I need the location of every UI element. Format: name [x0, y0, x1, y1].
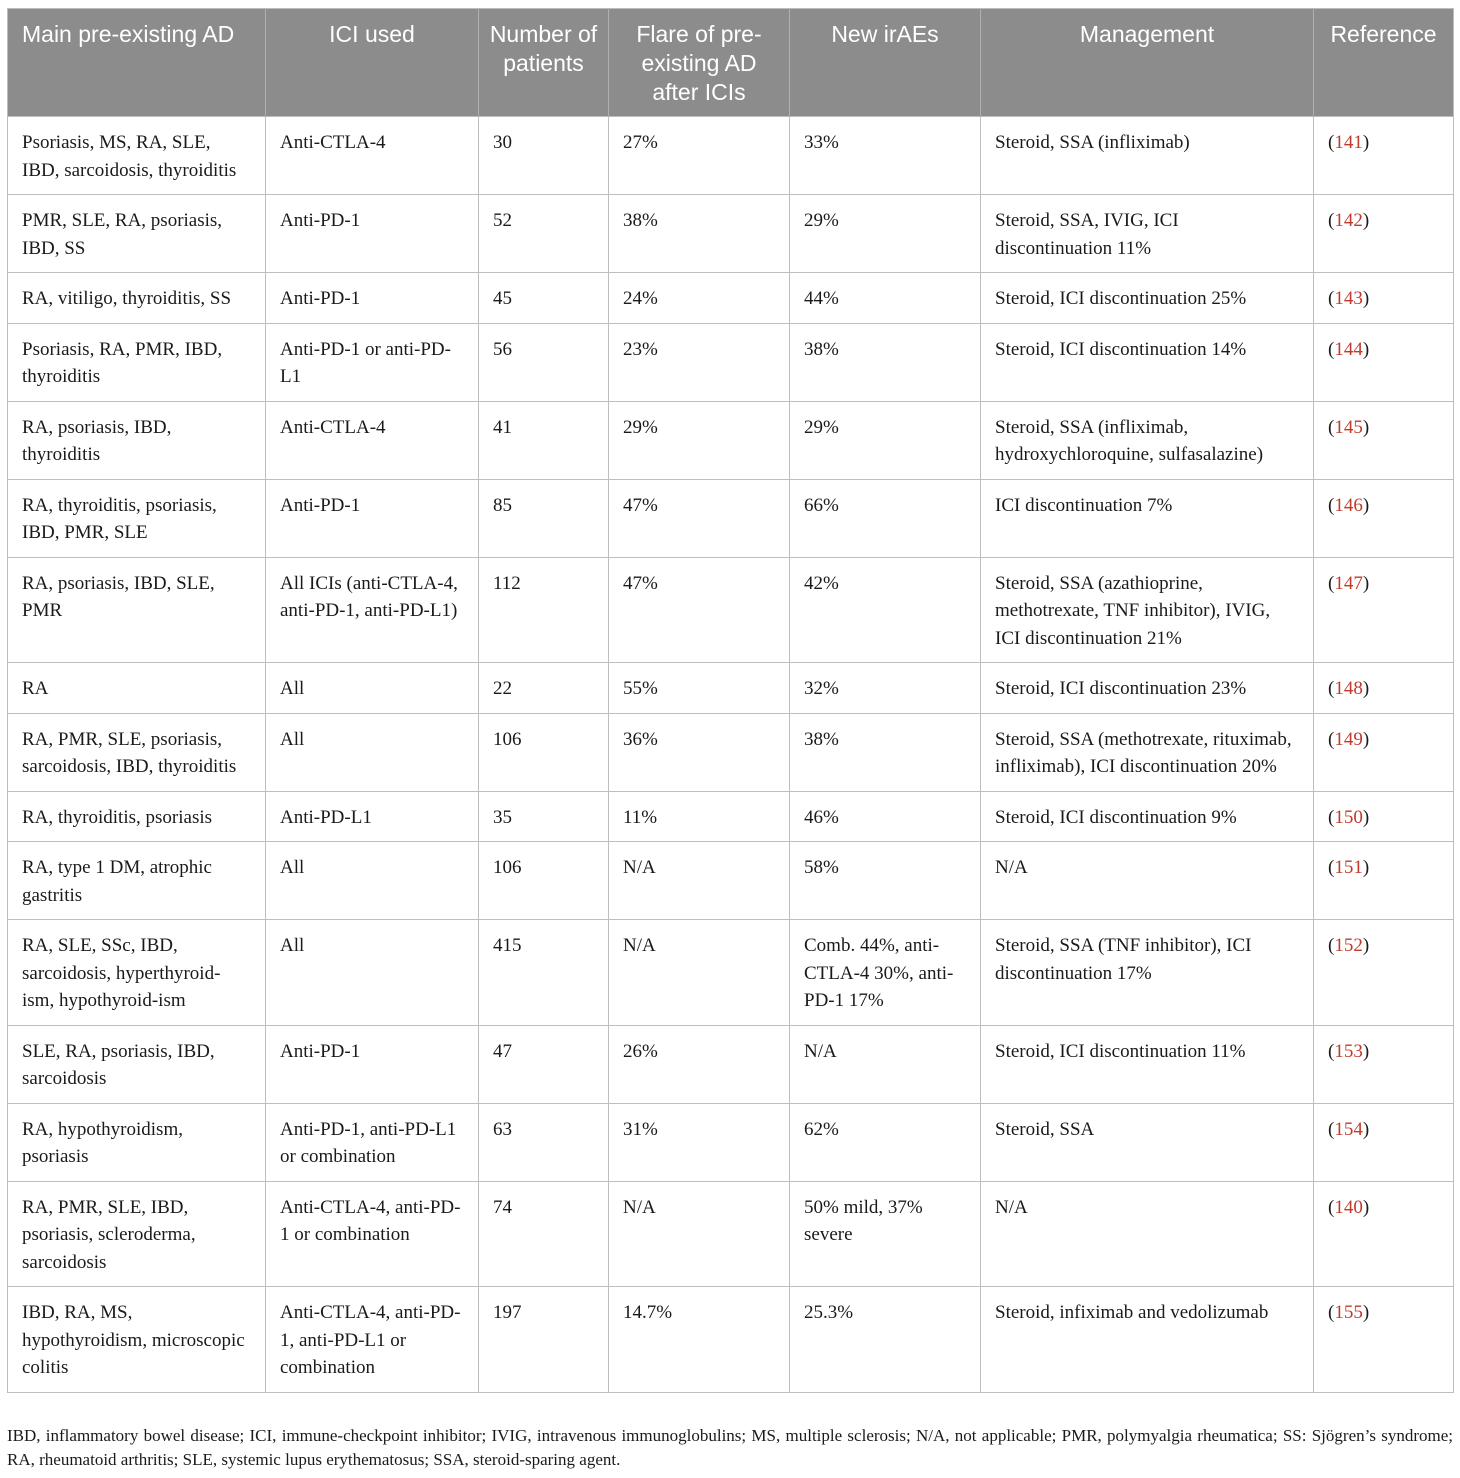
cell-new-iraes: 32%	[790, 663, 981, 714]
cell-ici-used: Anti-CTLA-4	[266, 117, 479, 195]
cell-flare: 27%	[609, 117, 790, 195]
cell-number-of-patients: 112	[479, 557, 609, 663]
cell-reference: (152)	[1314, 920, 1454, 1026]
table-row	[8, 323, 1454, 401]
cell-reference: (148)	[1314, 663, 1454, 714]
cell-reference: (141)	[1314, 117, 1454, 195]
reference-link[interactable]: 140	[1334, 1196, 1363, 1218]
reference-link[interactable]: 146	[1334, 494, 1363, 516]
cell-main-ad: RA, PMR, SLE, IBD, psoriasis, scleroderma, sarcoidosis	[8, 1181, 266, 1287]
cell-flare: 38%	[609, 195, 790, 273]
header-ici-used: ICI used	[266, 9, 479, 117]
cell-ici-used: All	[266, 713, 479, 791]
cell-main-ad: IBD, RA, MS, hypothyroidism, microscopic colitis	[8, 1287, 266, 1393]
data-table	[7, 8, 1454, 1393]
cell-flare: 47%	[609, 479, 790, 557]
header-flare: Flare of pre-existing AD after ICIs	[609, 9, 790, 117]
cell-ici-used: All	[266, 842, 479, 920]
cell-management: Steroid, SSA (azathioprine, methotrexate, TNF inhibitor), IVIG, ICI discontinuation 21%	[981, 557, 1314, 663]
reference-link[interactable]: 142	[1334, 210, 1363, 231]
cell-reference: (140)	[1314, 1181, 1454, 1287]
cell-reference: (145)	[1314, 401, 1454, 479]
cell-management: Steroid, SSA (infliximab, hydroxychloroquine, sulfasalazine)	[981, 401, 1314, 479]
cell-number-of-patients: 30	[479, 117, 609, 195]
cell-new-iraes: 38%	[790, 323, 981, 401]
reference-link[interactable]: 145	[1334, 416, 1363, 438]
cell-management: Steroid, SSA (methotrexate, rituximab, infliximab), ICI discontinuation 20%	[981, 713, 1314, 791]
cell-ici-used: Anti-PD-1	[266, 1025, 479, 1103]
reference-link[interactable]: 143	[1334, 288, 1363, 309]
cell-ici-used: All ICIs (anti-CTLA-4, anti-PD-1, anti-PD-L1)	[266, 557, 479, 663]
cell-new-iraes: 38%	[790, 713, 981, 791]
cell-management: Steroid, SSA (infliximab)	[981, 117, 1314, 195]
cell-management: N/A	[981, 842, 1314, 920]
cell-reference: (147)	[1314, 557, 1454, 663]
cell-flare: 14.7%	[609, 1287, 790, 1393]
table-row	[8, 842, 1454, 920]
cell-reference: (146)	[1314, 479, 1454, 557]
cell-ici-used: Anti-PD-1	[266, 273, 479, 324]
cell-main-ad: RA	[8, 663, 266, 714]
header-main-ad: Main pre-existing AD	[8, 9, 266, 117]
table-row	[8, 1025, 1454, 1103]
cell-new-iraes: 58%	[790, 842, 981, 920]
table-row	[8, 557, 1454, 663]
cell-management: ICI discontinuation 7%	[981, 479, 1314, 557]
cell-main-ad: RA, type 1 DM, atrophic gastritis	[8, 842, 266, 920]
cell-new-iraes: 62%	[790, 1103, 981, 1181]
reference-link[interactable]: 141	[1334, 132, 1363, 153]
cell-flare: N/A	[609, 1181, 790, 1287]
cell-flare: 26%	[609, 1025, 790, 1103]
cell-management: Steroid, ICI discontinuation 11%	[981, 1025, 1314, 1103]
table-row	[8, 920, 1454, 1026]
cell-ici-used: Anti-PD-1 or anti-PD-L1	[266, 323, 479, 401]
table-footnote: IBD, inflammatory bowel disease; ICI, immune-checkpoint inhibitor; IVIG, intravenous immunoglobulins; MS, multiple sclerosis; N/A, not applicable; PMR, polymyalgia rheumatica; SS: Sjögren’s syndrome; RA, rheumatoid arthritis; SLE, systemic lupus erythematosus; SSA, steroid-sparing agent.	[7, 1426, 1453, 1469]
table-row	[8, 1181, 1454, 1287]
cell-flare: 55%	[609, 663, 790, 714]
reference-link[interactable]: 149	[1334, 728, 1363, 750]
cell-reference: (151)	[1314, 842, 1454, 920]
reference-link[interactable]: 147	[1334, 572, 1363, 594]
cell-flare: 29%	[609, 401, 790, 479]
cell-reference: (153)	[1314, 1025, 1454, 1103]
table-body	[8, 117, 1454, 1393]
cell-ici-used: Anti-PD-1	[266, 195, 479, 273]
cell-number-of-patients: 56	[479, 323, 609, 401]
cell-main-ad: RA, vitiligo, thyroiditis, SS	[8, 273, 266, 324]
cell-management: Steroid, SSA, IVIG, ICI discontinuation 11%	[981, 195, 1314, 273]
reference-link[interactable]: 144	[1334, 338, 1363, 360]
cell-number-of-patients: 45	[479, 273, 609, 324]
cell-reference: (155)	[1314, 1287, 1454, 1393]
cell-number-of-patients: 35	[479, 791, 609, 842]
reference-link[interactable]: 153	[1334, 1040, 1363, 1062]
cell-number-of-patients: 197	[479, 1287, 609, 1393]
table-row	[8, 713, 1454, 791]
cell-new-iraes: N/A	[790, 1025, 981, 1103]
table-row	[8, 401, 1454, 479]
cell-number-of-patients: 22	[479, 663, 609, 714]
cell-ici-used: Anti-CTLA-4	[266, 401, 479, 479]
reference-link[interactable]: 155	[1334, 1302, 1363, 1323]
cell-reference: (142)	[1314, 195, 1454, 273]
cell-number-of-patients: 415	[479, 920, 609, 1026]
cell-new-iraes: 33%	[790, 117, 981, 195]
cell-number-of-patients: 52	[479, 195, 609, 273]
cell-reference: (154)	[1314, 1103, 1454, 1181]
cell-new-iraes: 29%	[790, 401, 981, 479]
cell-main-ad: PMR, SLE, RA, psoriasis, IBD, SS	[8, 195, 266, 273]
cell-flare: N/A	[609, 920, 790, 1026]
cell-number-of-patients: 106	[479, 842, 609, 920]
cell-ici-used: Anti-PD-1	[266, 479, 479, 557]
cell-management: Steroid, ICI discontinuation 9%	[981, 791, 1314, 842]
cell-management: Steroid, SSA	[981, 1103, 1314, 1181]
table-container	[7, 8, 1453, 1393]
reference-link[interactable]: 150	[1334, 806, 1363, 828]
cell-new-iraes: 29%	[790, 195, 981, 273]
cell-flare: 36%	[609, 713, 790, 791]
cell-management: Steroid, ICI discontinuation 25%	[981, 273, 1314, 324]
cell-flare: 47%	[609, 557, 790, 663]
table-row	[8, 117, 1454, 195]
reference-link[interactable]: 154	[1334, 1118, 1363, 1140]
cell-management: Steroid, ICI discontinuation 14%	[981, 323, 1314, 401]
table-row	[8, 791, 1454, 842]
header-number-of-patients: Number of patients	[479, 9, 609, 117]
header-new-iraes: New irAEs	[790, 9, 981, 117]
table-row	[8, 479, 1454, 557]
cell-main-ad: SLE, RA, psoriasis, IBD, sarcoidosis	[8, 1025, 266, 1103]
table-row	[8, 663, 1454, 714]
cell-main-ad: RA, thyroiditis, psoriasis, IBD, PMR, SLE	[8, 479, 266, 557]
cell-number-of-patients: 63	[479, 1103, 609, 1181]
cell-management: Steroid, infiximab and vedolizumab	[981, 1287, 1314, 1393]
cell-management: Steroid, ICI discontinuation 23%	[981, 663, 1314, 714]
cell-main-ad: RA, PMR, SLE, psoriasis, sarcoidosis, IBD, thyroiditis	[8, 713, 266, 791]
cell-main-ad: Psoriasis, MS, RA, SLE, IBD, sarcoidosis, thyroiditis	[8, 117, 266, 195]
cell-main-ad: RA, hypothyroidism, psoriasis	[8, 1103, 266, 1181]
cell-main-ad: RA, SLE, SSc, IBD, sarcoidosis, hyperthyroid-ism, hypothyroid-ism	[8, 920, 266, 1026]
cell-ici-used: Anti-CTLA-4, anti-PD-1 or combination	[266, 1181, 479, 1287]
cell-reference: (143)	[1314, 273, 1454, 324]
cell-number-of-patients: 85	[479, 479, 609, 557]
cell-new-iraes: 50% mild, 37% severe	[790, 1181, 981, 1287]
cell-new-iraes: Comb. 44%, anti-CTLA-4 30%, anti-PD-1 17%	[790, 920, 981, 1026]
table-header-row	[8, 9, 1454, 117]
header-management: Management	[981, 9, 1314, 117]
table-row	[8, 1287, 1454, 1393]
cell-flare: 11%	[609, 791, 790, 842]
reference-link[interactable]: 148	[1334, 678, 1363, 699]
cell-ici-used: All	[266, 663, 479, 714]
cell-ici-used: All	[266, 920, 479, 1026]
table-row	[8, 273, 1454, 324]
cell-main-ad: RA, thyroiditis, psoriasis	[8, 791, 266, 842]
cell-reference: (149)	[1314, 713, 1454, 791]
cell-ici-used: Anti-CTLA-4, anti-PD-1, anti-PD-L1 or combination	[266, 1287, 479, 1393]
cell-number-of-patients: 47	[479, 1025, 609, 1103]
cell-new-iraes: 66%	[790, 479, 981, 557]
cell-flare: N/A	[609, 842, 790, 920]
cell-new-iraes: 44%	[790, 273, 981, 324]
cell-main-ad: RA, psoriasis, IBD, thyroiditis	[8, 401, 266, 479]
cell-main-ad: RA, psoriasis, IBD, SLE, PMR	[8, 557, 266, 663]
cell-number-of-patients: 74	[479, 1181, 609, 1287]
cell-flare: 23%	[609, 323, 790, 401]
cell-flare: 31%	[609, 1103, 790, 1181]
table-row	[8, 1103, 1454, 1181]
cell-new-iraes: 46%	[790, 791, 981, 842]
reference-link[interactable]: 151	[1334, 857, 1363, 878]
cell-ici-used: Anti-PD-L1	[266, 791, 479, 842]
cell-management: N/A	[981, 1181, 1314, 1287]
cell-flare: 24%	[609, 273, 790, 324]
cell-main-ad: Psoriasis, RA, PMR, IBD, thyroiditis	[8, 323, 266, 401]
cell-reference: (144)	[1314, 323, 1454, 401]
table-row	[8, 195, 1454, 273]
cell-number-of-patients: 106	[479, 713, 609, 791]
cell-number-of-patients: 41	[479, 401, 609, 479]
reference-link[interactable]: 152	[1334, 935, 1363, 956]
header-reference: Reference	[1314, 9, 1454, 117]
cell-management: Steroid, SSA (TNF inhibitor), ICI discontinuation 17%	[981, 920, 1314, 1026]
cell-ici-used: Anti-PD-1, anti-PD-L1 or combination	[266, 1103, 479, 1181]
cell-reference: (150)	[1314, 791, 1454, 842]
cell-new-iraes: 42%	[790, 557, 981, 663]
cell-new-iraes: 25.3%	[790, 1287, 981, 1393]
